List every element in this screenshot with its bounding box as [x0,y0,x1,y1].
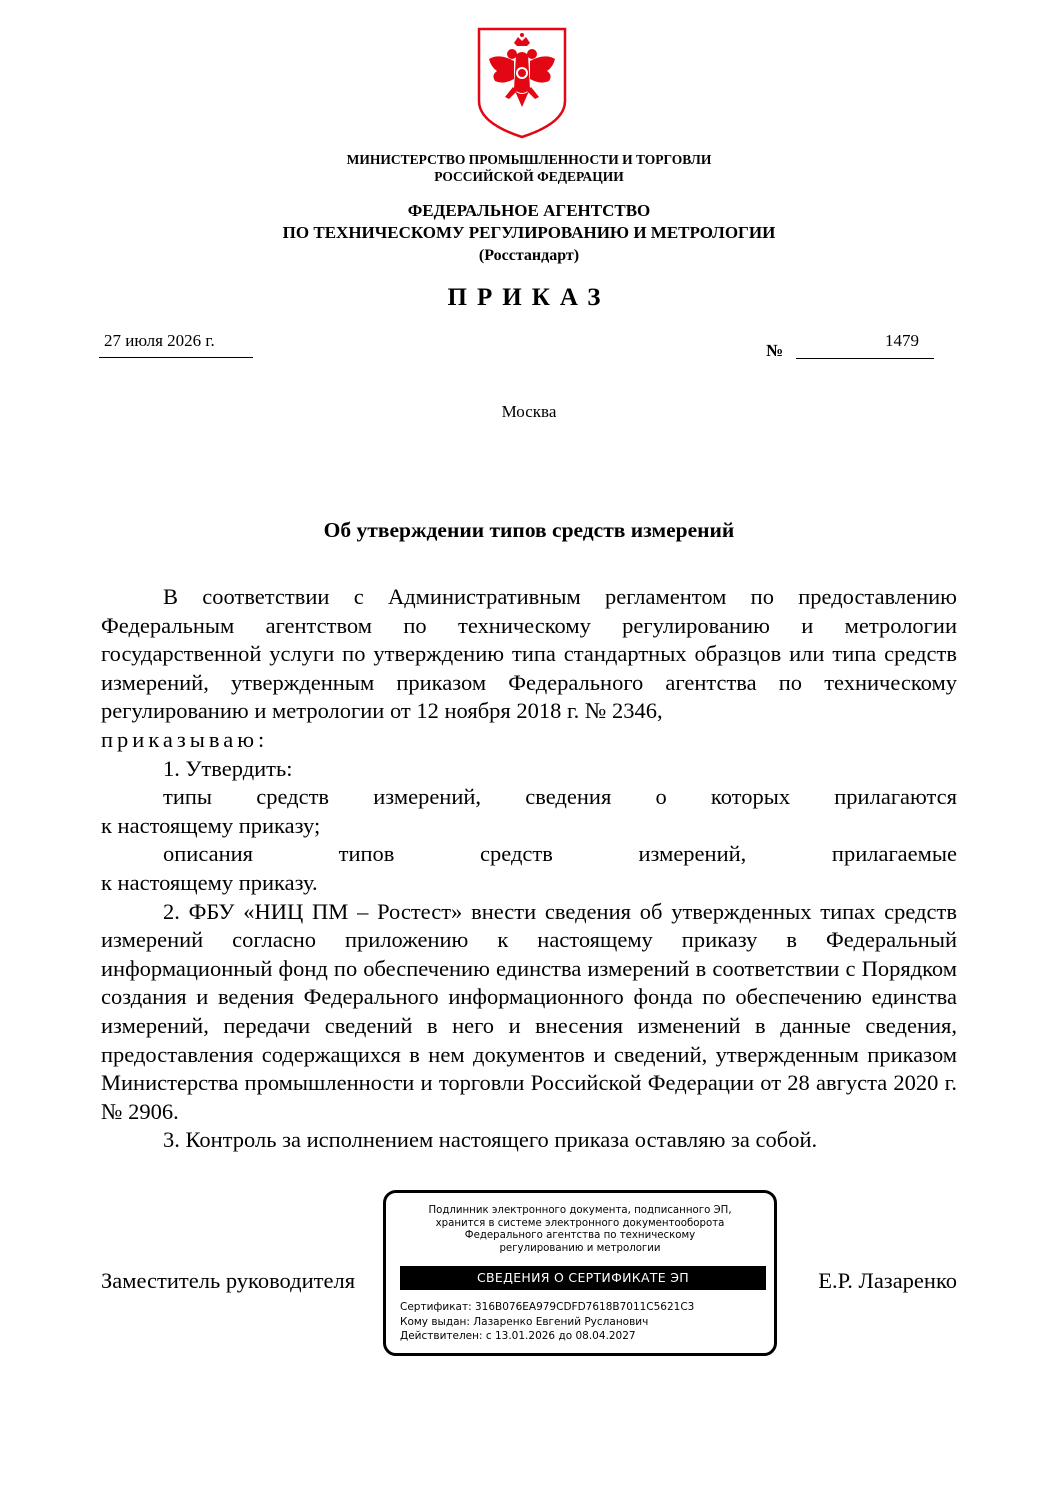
stamp-notice [386,1205,774,1255]
ministry-name-line1: МИНИСТЕРСТВО ПРОМЫШЛЕННОСТИ И ТОРГОВЛИ [346,152,712,167]
signatory-role: Заместитель руководителя [101,1268,356,1293]
ministry-name-line2: РОССИЙСКОЙ ФЕДЕРАЦИИ [434,169,624,184]
stamp-certificate-info [400,1300,694,1344]
order-date: 27 июля 2026 г. [104,331,215,350]
item-1b-line1: описания типов средств измерений, прилагаемые [163,841,957,867]
city: Москва [501,402,557,421]
agency-name-line2: ПО ТЕХНИЧЕСКОМУ РЕГУЛИРОВАНИЮ И МЕТРОЛОГИИ [282,223,776,242]
stamp-certificate-header: СВЕДЕНИЯ О СЕРТИФИКАТЕ ЭП [400,1266,766,1290]
coat-of-arms-icon [477,27,567,139]
item-2: 2. ФБУ «НИЦ ПМ – Ростест» внести сведения об утвержденных типах средств измерений согласно приложению к настоящему приказу в Федеральный информационный фонд по обеспечению единства измерений в соответствии с Порядком создания и ведения Федерального информационного фонда по обеспечению единства измерений, передачи сведений в него и внесения изменений в данные сведения, предоставления содержащихся в нем документов и сведений, утвержденным приказом Министерства промышленности и торговли Российской Федерации от 28 августа 2020 г. № 2906. [101,898,957,1124]
certificate-validity: Действителен: с 13.01.2026 до 08.04.2027 [400,1330,636,1342]
agency-name-line1: ФЕДЕРАЛЬНОЕ АГЕНТСТВО [407,201,651,220]
electronic-signature-stamp [383,1190,777,1356]
item-1b-line2: к настоящему приказу. [101,869,318,895]
date-underline [99,357,253,358]
certificate-owner: Кому выдан: Лазаренко Евгений Русланович [400,1315,649,1328]
preamble-paragraph: В соответствии с Административным регламентом по предоставлению Федеральным агентством по техническому регулированию и метрологии государственной услуги по утверждению типа стандартных образцов или типа средств измерений, утвержденным приказом Федерального агентства по техническому регулированию и метрологии от 12 ноября 2018 г. № 2346, [101,584,957,724]
order-word: приказываю: [101,726,269,752]
number-sign: № [766,341,784,360]
stamp-notice-line2: хранится в системе электронного документооборота [435,1217,725,1229]
number-underline [796,358,934,359]
item-1a-line1: типы средств измерений, сведения о которых прилагаются [163,784,957,810]
stamp-notice-line4: регулированию и метрологии [499,1242,661,1254]
item-1: 1. Утвердить: [163,755,293,781]
document-type: ПРИКАЗ [447,284,611,311]
signatory-name: Е.Р. Лазаренко [818,1268,957,1293]
item-3: 3. Контроль за исполнением настоящего приказа оставляю за собой. [163,1127,818,1153]
item-1a-line2: к настоящему приказу; [101,812,321,838]
stamp-notice-line1: Подлинник электронного документа, подписанного ЭП, [428,1205,732,1216]
stamp-notice-line3: Федерального агентства по техническому [464,1230,696,1241]
document-title: Об утверждении типов средств измерений [323,518,735,542]
certificate-serial: Сертификат: 316B076EA979CDFD7618B7011C5621C3 [400,1301,695,1313]
order-number: 1479 [885,331,919,350]
agency-short-name: (Росстандарт) [478,247,580,264]
document-body [101,583,957,1155]
